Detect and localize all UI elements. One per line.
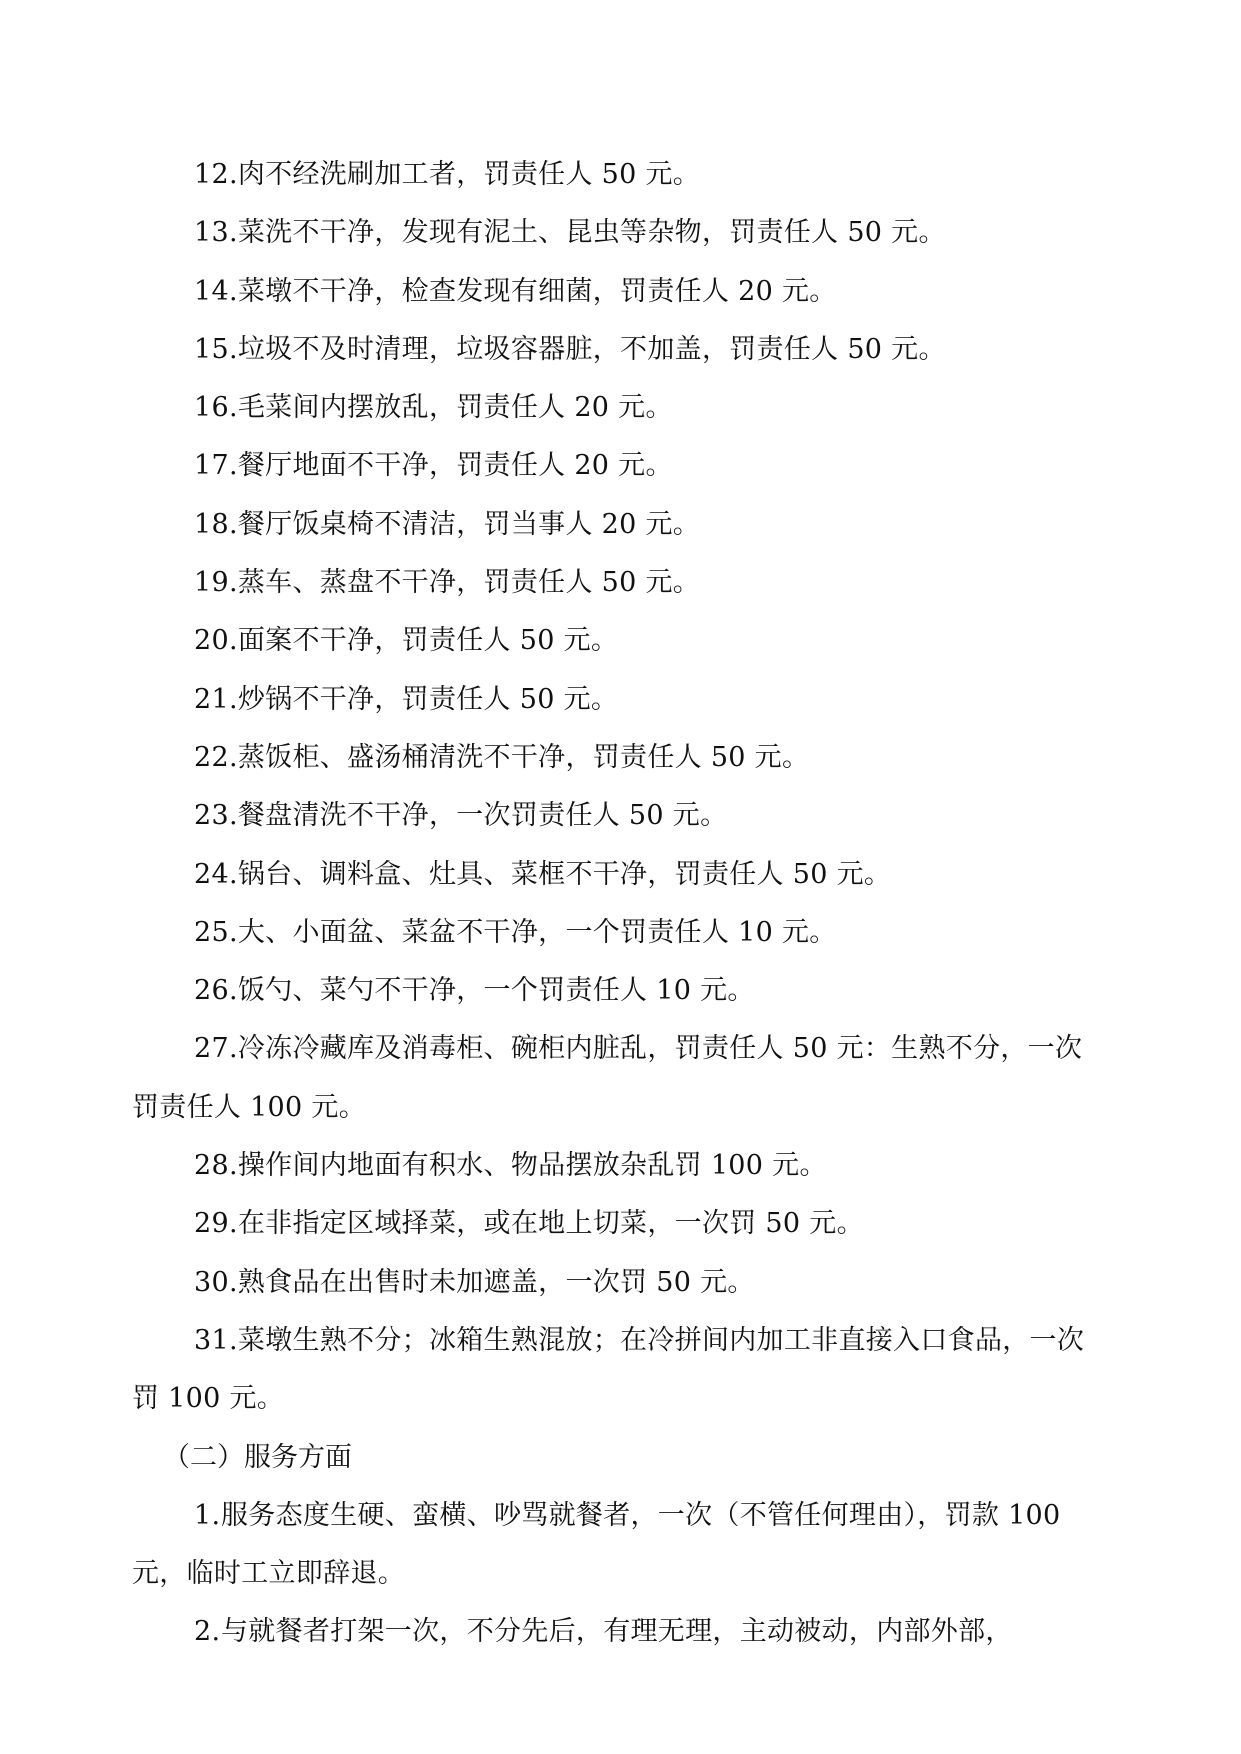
list-item xyxy=(132,1254,1092,1312)
item-text: 垃圾不及时清理，垃圾容器脏，不加盖，罚责任人 50 元。 xyxy=(237,333,946,365)
list-item xyxy=(132,1487,1092,1604)
list-item xyxy=(132,962,1092,1020)
list-item xyxy=(132,729,1092,787)
item-text: 餐厅地面不干净，罚责任人 20 元。 xyxy=(237,450,673,482)
item-number: 12. xyxy=(194,159,238,190)
list-item xyxy=(132,1020,1092,1137)
item-text: 在非指定区域择菜，或在地上切菜，一次罚 50 元。 xyxy=(237,1208,864,1240)
list-item xyxy=(132,846,1092,904)
list-item xyxy=(132,554,1092,612)
item-text: 蒸车、蒸盘不干净，罚责任人 50 元。 xyxy=(237,567,701,599)
item-number: 20. xyxy=(194,625,238,657)
item-number: 18. xyxy=(194,508,238,540)
item-number: 30. xyxy=(194,1266,238,1298)
list-item xyxy=(132,612,1092,670)
item-number: 26. xyxy=(194,975,238,1007)
list-item xyxy=(132,204,1092,262)
item-number: 15. xyxy=(194,333,238,365)
item-number: 24. xyxy=(194,858,238,890)
item-text: 菜墩生熟不分；冰箱生熟混放；在冷拼间内加工非直接入口食品，一次罚 100 元。 xyxy=(132,1324,1085,1415)
list-item xyxy=(132,787,1092,845)
item-text: 饭勺、菜勺不干净，一个罚责任人 10 元。 xyxy=(237,975,755,1007)
item-text: 锅台、调料盒、灶具、菜框不干净，罚责任人 50 元。 xyxy=(237,858,892,890)
item-number: 21. xyxy=(194,683,238,715)
item-text: 毛菜间内摆放乱，罚责任人 20 元。 xyxy=(237,392,673,424)
list-item xyxy=(132,1137,1092,1195)
item-number: 14. xyxy=(194,275,238,307)
item-text: 与就餐者打架一次，不分先后，有理无理，主动被动，内部外部， xyxy=(221,1616,1013,1648)
item-text: 菜墩不干净，检查发现有细菌，罚责任人 20 元。 xyxy=(237,275,837,307)
item-number: 28. xyxy=(194,1150,238,1182)
item-number: 19. xyxy=(194,567,238,599)
item-number: 23. xyxy=(194,800,238,832)
item-text: 菜洗不干净，发现有泥土、昆虫等杂物，罚责任人 50 元。 xyxy=(237,217,946,249)
list-item xyxy=(132,1603,1092,1661)
item-number: 13. xyxy=(194,217,238,249)
list-item xyxy=(132,671,1092,729)
list-item xyxy=(132,263,1092,321)
item-text: 熟食品在出售时未加遮盖，一次罚 50 元。 xyxy=(237,1266,755,1298)
list-item xyxy=(132,437,1092,495)
list-item xyxy=(132,1312,1092,1429)
document-body xyxy=(132,146,1092,1662)
list-item xyxy=(132,146,1092,204)
item-text: 肉不经洗刷加工者，罚责任人 50 元。 xyxy=(237,159,701,190)
item-number: 25. xyxy=(194,916,238,948)
list-item xyxy=(132,321,1092,379)
section-heading: （二）服务方面 xyxy=(163,1441,352,1473)
item-number: 1. xyxy=(194,1499,221,1531)
item-text: 面案不干净，罚责任人 50 元。 xyxy=(237,625,619,657)
item-number: 17. xyxy=(194,450,238,482)
item-number: 31. xyxy=(194,1324,238,1356)
list-item xyxy=(132,1195,1092,1253)
item-text: 冷冻冷藏库及消毒柜、碗柜内脏乱，罚责任人 50 元：生熟不分，一次罚责任人 100 元。 xyxy=(132,1033,1083,1123)
item-number: 22. xyxy=(194,741,238,773)
list-item xyxy=(132,904,1092,962)
item-text: 服务态度生硬、蛮横、吵骂就餐者，一次（不管任何理由），罚款 100 元，临时工立即辞退。 xyxy=(132,1499,1061,1590)
item-text: 餐盘清洗不干净，一次罚责任人 50 元。 xyxy=(237,800,728,832)
item-number: 16. xyxy=(194,392,238,424)
list-item xyxy=(132,379,1092,437)
item-text: 蒸饭柜、盛汤桶清洗不干净，罚责任人 50 元。 xyxy=(237,741,810,773)
list-item xyxy=(132,496,1092,554)
item-text: 操作间内地面有积水、物品摆放杂乱罚 100 元。 xyxy=(237,1150,827,1182)
item-text: 炒锅不干净，罚责任人 50 元。 xyxy=(237,683,619,715)
item-text: 餐厅饭桌椅不清洁，罚当事人 20 元。 xyxy=(237,508,701,540)
item-number: 29. xyxy=(194,1208,238,1240)
item-text: 大、小面盆、菜盆不干净，一个罚责任人 10 元。 xyxy=(237,916,837,948)
item-number: 27. xyxy=(194,1033,238,1065)
item-number: 2. xyxy=(194,1616,221,1648)
